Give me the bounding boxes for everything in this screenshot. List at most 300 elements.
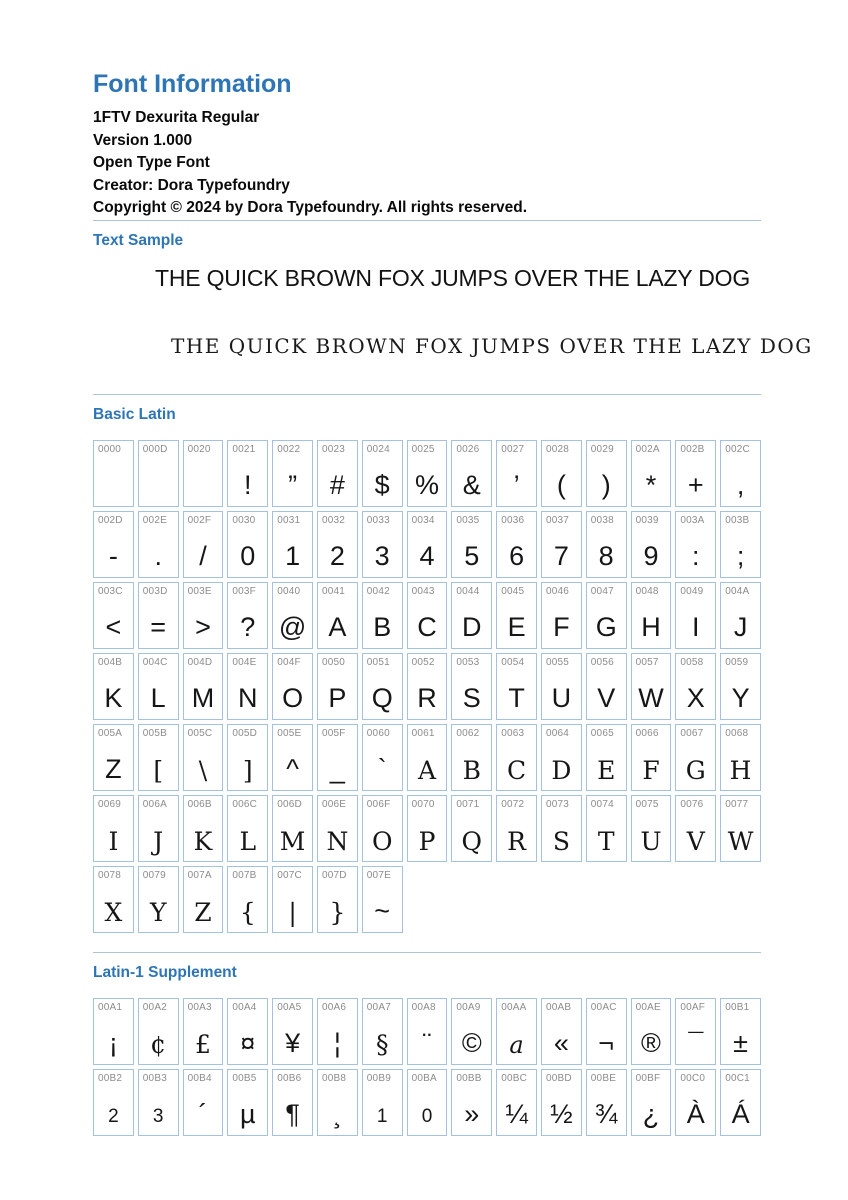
glyph-section bbox=[93, 394, 761, 933]
glyph-cell bbox=[496, 440, 537, 507]
codepoint-label: 004B bbox=[98, 656, 123, 668]
glyph: U bbox=[551, 682, 572, 713]
glyph-cell bbox=[138, 795, 179, 862]
glyph-cell bbox=[496, 724, 537, 791]
codepoint-label: 0027 bbox=[501, 443, 525, 455]
glyph-cell bbox=[675, 1069, 716, 1136]
codepoint-label: 0024 bbox=[366, 443, 390, 455]
glyph-cell bbox=[631, 724, 672, 791]
codepoint-label: 0030 bbox=[232, 514, 256, 526]
codepoint-label: 00BE bbox=[590, 1072, 617, 1084]
glyph: U bbox=[640, 826, 662, 856]
glyph: ^ bbox=[286, 753, 299, 784]
glyph-cell bbox=[183, 795, 224, 862]
codepoint-label: 0032 bbox=[321, 514, 346, 526]
codepoint-label: 00AF bbox=[680, 1001, 706, 1013]
codepoint-label: 000D bbox=[142, 443, 168, 455]
font-type: Open Type Font bbox=[93, 154, 210, 171]
codepoint-label: 0020 bbox=[187, 443, 211, 455]
glyph: X bbox=[686, 682, 705, 713]
glyph: S bbox=[552, 826, 570, 856]
codepoint-label: 00B3 bbox=[142, 1072, 167, 1084]
glyph: V bbox=[686, 826, 705, 856]
codepoint-label: 0033 bbox=[366, 514, 390, 526]
glyph: , bbox=[736, 469, 745, 500]
glyph: D bbox=[462, 611, 482, 642]
glyph-cell bbox=[362, 795, 403, 862]
glyph-cell bbox=[720, 582, 761, 649]
text-sample-custom-font: THE QUICK BROWN FOX JUMPS OVER THE LAZY DOG bbox=[171, 333, 813, 358]
glyph: ¼ bbox=[505, 1098, 528, 1129]
glyph-cell bbox=[138, 582, 179, 649]
glyph: E bbox=[597, 755, 616, 785]
glyph-cell bbox=[586, 511, 627, 578]
glyph: ~ bbox=[374, 895, 391, 926]
glyph: / bbox=[199, 540, 207, 571]
codepoint-label: 002D bbox=[98, 514, 123, 526]
codepoint-label: 00B2 bbox=[98, 1072, 123, 1084]
codepoint-label: 00B9 bbox=[366, 1072, 391, 1084]
glyph-cell bbox=[227, 998, 268, 1065]
codepoint-label: 0022 bbox=[277, 443, 301, 455]
glyph-cell bbox=[407, 440, 448, 507]
glyph: 6 bbox=[509, 540, 525, 571]
glyph: µ bbox=[240, 1098, 256, 1129]
glyph-cell bbox=[317, 1069, 358, 1136]
codepoint-label: 00A7 bbox=[366, 1001, 391, 1013]
glyph-cell bbox=[720, 511, 761, 578]
glyph-section bbox=[93, 952, 761, 1136]
codepoint-label: 006D bbox=[277, 798, 302, 810]
glyph-cell bbox=[451, 998, 492, 1065]
glyph: Y bbox=[149, 897, 167, 927]
glyph-cell bbox=[541, 1069, 582, 1136]
glyph-cell bbox=[407, 582, 448, 649]
codepoint-label: 00BC bbox=[501, 1072, 528, 1084]
glyph-cell bbox=[451, 653, 492, 720]
glyph: 3 bbox=[152, 1105, 164, 1127]
codepoint-label: 002C bbox=[725, 443, 750, 455]
glyph-cell bbox=[362, 653, 403, 720]
glyph-cell bbox=[586, 1069, 627, 1136]
codepoint-label: 007D bbox=[321, 869, 347, 881]
codepoint-label: 0034 bbox=[411, 514, 435, 526]
glyph-cell bbox=[138, 998, 179, 1065]
glyph: 0 bbox=[240, 540, 256, 571]
glyph: 7 bbox=[553, 540, 569, 571]
glyph: C bbox=[507, 755, 527, 785]
codepoint-label: 005C bbox=[187, 727, 213, 739]
glyph-cell bbox=[138, 653, 179, 720]
glyph-cell bbox=[272, 866, 313, 933]
glyph: © bbox=[461, 1027, 482, 1058]
codepoint-label: 0067 bbox=[680, 727, 704, 739]
codepoint-label: 0069 bbox=[98, 798, 122, 810]
codepoint-label: 0037 bbox=[545, 514, 570, 526]
codepoint-label: 0023 bbox=[321, 443, 346, 455]
codepoint-label: 004F bbox=[277, 656, 301, 668]
glyph-cell bbox=[183, 1069, 224, 1136]
section-heading: Latin-1 Supplement bbox=[93, 963, 237, 981]
glyph-cell bbox=[362, 998, 403, 1065]
codepoint-label: 0073 bbox=[545, 798, 570, 810]
glyph: J bbox=[153, 826, 164, 856]
codepoint-label: 0075 bbox=[635, 798, 659, 810]
glyph-cell bbox=[93, 724, 134, 791]
glyph-cell bbox=[183, 511, 224, 578]
glyph-cell bbox=[183, 582, 224, 649]
glyph: F bbox=[642, 755, 660, 785]
glyph: ¾ bbox=[594, 1098, 618, 1129]
codepoint-label: 00AA bbox=[501, 1001, 527, 1013]
codepoint-label: 002A bbox=[635, 443, 660, 455]
glyph-cell bbox=[138, 440, 179, 507]
glyph: ® bbox=[641, 1027, 661, 1058]
glyph: G bbox=[595, 611, 617, 642]
codepoint-label: 0057 bbox=[635, 656, 659, 668]
glyph-cell bbox=[631, 440, 672, 507]
codepoint-label: 0028 bbox=[545, 443, 570, 455]
codepoint-label: 0065 bbox=[590, 727, 614, 739]
codepoint-label: 005D bbox=[232, 727, 258, 739]
glyph-cell bbox=[227, 1069, 268, 1136]
glyph-cell bbox=[317, 795, 358, 862]
codepoint-label: 0078 bbox=[98, 869, 122, 881]
glyph-cell bbox=[93, 653, 134, 720]
glyph: @ bbox=[278, 611, 307, 642]
glyph-cell bbox=[675, 653, 716, 720]
codepoint-label: 00BF bbox=[635, 1072, 661, 1084]
codepoint-label: 003B bbox=[725, 514, 750, 526]
glyph-cell bbox=[541, 724, 582, 791]
glyph: 2 bbox=[329, 540, 345, 571]
glyph-cell bbox=[317, 511, 358, 578]
glyph-cell bbox=[631, 795, 672, 862]
glyph: A bbox=[328, 611, 347, 642]
glyph: R bbox=[507, 826, 526, 856]
glyph: - bbox=[108, 540, 118, 571]
glyph: . bbox=[154, 540, 162, 571]
glyph: ¡ bbox=[108, 1027, 118, 1058]
glyph: G bbox=[685, 755, 706, 785]
codepoint-label: 0054 bbox=[501, 656, 525, 668]
glyph-cell bbox=[586, 998, 627, 1065]
codepoint-label: 00BD bbox=[545, 1072, 572, 1084]
section-divider bbox=[93, 952, 761, 953]
glyph-cell bbox=[586, 440, 627, 507]
glyph-cell bbox=[93, 1069, 134, 1136]
glyph: N bbox=[326, 826, 349, 856]
glyph: ( bbox=[556, 469, 566, 500]
glyph: a bbox=[509, 1030, 524, 1059]
codepoint-label: 00A1 bbox=[98, 1001, 123, 1013]
glyph: » bbox=[464, 1098, 480, 1129]
glyph: ¥ bbox=[285, 1027, 301, 1058]
glyph: 8 bbox=[598, 540, 614, 571]
glyph: \ bbox=[198, 755, 208, 785]
glyph: $ bbox=[374, 469, 390, 500]
glyph-cell bbox=[227, 582, 268, 649]
glyph-cell bbox=[451, 511, 492, 578]
codepoint-label: 005E bbox=[277, 727, 302, 739]
glyph-cell bbox=[362, 511, 403, 578]
glyph: D bbox=[551, 755, 572, 785]
codepoint-label: 0043 bbox=[411, 585, 435, 597]
codepoint-label: 00BB bbox=[456, 1072, 482, 1084]
glyph: 0 bbox=[421, 1105, 433, 1127]
glyph-cell bbox=[407, 511, 448, 578]
glyph: 9 bbox=[643, 540, 659, 571]
text-sample-sans: THE QUICK BROWN FOX JUMPS OVER THE LAZY DOG bbox=[155, 264, 751, 291]
codepoint-label: 0025 bbox=[411, 443, 435, 455]
glyph-cell bbox=[93, 440, 134, 507]
font-name: 1FTV Dexurita Regular bbox=[93, 109, 260, 126]
codepoint-label: 002B bbox=[680, 443, 705, 455]
glyph-cell bbox=[317, 866, 358, 933]
glyph: ] bbox=[242, 755, 253, 785]
codepoint-label: 0046 bbox=[545, 585, 570, 597]
glyph: A bbox=[417, 755, 437, 785]
codepoint-label: 0076 bbox=[680, 798, 704, 810]
glyph-cell bbox=[586, 795, 627, 862]
glyph-cell bbox=[407, 724, 448, 791]
glyph-cell bbox=[541, 582, 582, 649]
section-divider bbox=[93, 394, 761, 395]
glyph-cell bbox=[227, 866, 268, 933]
glyph: E bbox=[507, 611, 526, 642]
codepoint-label: 0066 bbox=[635, 727, 659, 739]
glyph: 3 bbox=[374, 540, 390, 571]
glyph: % bbox=[414, 469, 439, 500]
codepoint-label: 00A5 bbox=[277, 1001, 302, 1013]
glyph-cell bbox=[675, 582, 716, 649]
glyph-cell bbox=[272, 724, 313, 791]
codepoint-label: 0058 bbox=[680, 656, 704, 668]
glyph: 4 bbox=[419, 540, 435, 571]
glyph-cell bbox=[272, 582, 313, 649]
codepoint-label: 0031 bbox=[277, 514, 301, 526]
glyph-cell bbox=[317, 582, 358, 649]
codepoint-label: 002F bbox=[187, 514, 212, 526]
text-sample-heading: Text Sample bbox=[93, 231, 184, 249]
glyph-cell bbox=[541, 998, 582, 1065]
section-heading: Basic Latin bbox=[93, 405, 176, 423]
codepoint-label: 0050 bbox=[321, 656, 346, 668]
glyph-cell bbox=[138, 1069, 179, 1136]
glyph-cell bbox=[227, 440, 268, 507]
font-meta-block bbox=[93, 107, 761, 220]
codepoint-label: 0052 bbox=[411, 656, 435, 668]
codepoint-label: 0077 bbox=[725, 798, 749, 810]
codepoint-label: 0074 bbox=[590, 798, 614, 810]
glyph: : bbox=[692, 540, 700, 571]
glyph: ¦ bbox=[333, 1027, 341, 1058]
glyph: J bbox=[733, 611, 748, 642]
codepoint-label: 0062 bbox=[456, 727, 480, 739]
glyph: B bbox=[373, 611, 392, 642]
codepoint-label: 0044 bbox=[456, 585, 480, 597]
glyph-cell bbox=[720, 1069, 761, 1136]
glyph: | bbox=[288, 897, 297, 927]
codepoint-label: 0035 bbox=[456, 514, 480, 526]
glyph: Q bbox=[461, 826, 483, 856]
codepoint-label: 005A bbox=[98, 727, 123, 739]
glyph: P bbox=[328, 682, 347, 713]
glyph: = bbox=[150, 611, 167, 642]
codepoint-label: 003A bbox=[680, 514, 705, 526]
glyph-cell bbox=[541, 795, 582, 862]
glyph-grid bbox=[93, 998, 761, 1136]
glyph: S bbox=[462, 682, 481, 713]
codepoint-label: 00A6 bbox=[321, 1001, 347, 1013]
codepoint-label: 006E bbox=[321, 798, 347, 810]
glyph-cell bbox=[272, 1069, 313, 1136]
glyph-cell bbox=[272, 653, 313, 720]
glyph: ` bbox=[377, 753, 387, 784]
glyph-cell bbox=[272, 795, 313, 862]
glyph: 1 bbox=[376, 1105, 388, 1127]
codepoint-label: 00A4 bbox=[232, 1001, 257, 1013]
glyph-cell bbox=[586, 724, 627, 791]
page-content bbox=[93, 0, 813, 1136]
section-divider bbox=[93, 220, 761, 221]
codepoint-label: 006F bbox=[366, 798, 391, 810]
glyph: Á bbox=[731, 1098, 750, 1129]
codepoint-label: 00B5 bbox=[232, 1072, 257, 1084]
codepoint-label: 00A3 bbox=[187, 1001, 212, 1013]
glyph-cell bbox=[93, 582, 134, 649]
glyph: H bbox=[641, 611, 661, 642]
page-title: Font Information bbox=[93, 70, 292, 98]
glyph-cell bbox=[138, 511, 179, 578]
glyph: B bbox=[462, 755, 481, 785]
glyph-cell bbox=[496, 582, 537, 649]
codepoint-label: 0055 bbox=[545, 656, 570, 668]
glyph: { bbox=[239, 897, 256, 927]
glyph-cell bbox=[631, 653, 672, 720]
codepoint-label: 0041 bbox=[321, 585, 346, 597]
glyph: ± bbox=[733, 1027, 748, 1058]
codepoint-label: 0061 bbox=[411, 727, 435, 739]
codepoint-label: 006C bbox=[232, 798, 258, 810]
codepoint-label: 0029 bbox=[590, 443, 614, 455]
codepoint-label: 0039 bbox=[635, 514, 659, 526]
glyph-cell bbox=[183, 998, 224, 1065]
codepoint-label: 0021 bbox=[232, 443, 256, 455]
glyph-cell bbox=[93, 795, 134, 862]
glyph: Z bbox=[194, 897, 212, 927]
glyph-cell bbox=[93, 866, 134, 933]
glyph-cell bbox=[541, 511, 582, 578]
glyph: ¶ bbox=[285, 1098, 300, 1129]
glyph: 2 bbox=[108, 1105, 119, 1127]
codepoint-label: 0042 bbox=[366, 585, 390, 597]
codepoint-label: 0051 bbox=[366, 656, 390, 668]
glyph: L bbox=[150, 682, 166, 713]
codepoint-label: 003D bbox=[142, 585, 168, 597]
glyph-cell bbox=[631, 582, 672, 649]
glyph: > bbox=[195, 611, 211, 642]
codepoint-label: 006B bbox=[187, 798, 212, 810]
glyph: Z bbox=[105, 753, 122, 784]
codepoint-label: 00BA bbox=[411, 1072, 437, 1084]
glyph: * bbox=[645, 469, 657, 500]
glyph-cell bbox=[631, 998, 672, 1065]
glyph: £ bbox=[195, 1029, 211, 1059]
codepoint-label: 007E bbox=[366, 869, 391, 881]
codepoint-label: 0040 bbox=[277, 585, 301, 597]
glyph: ¯ bbox=[688, 1027, 704, 1058]
glyph-cell bbox=[451, 582, 492, 649]
codepoint-label: 007C bbox=[277, 869, 302, 881]
font-creator: Creator: Dora Typefoundry bbox=[93, 176, 290, 194]
codepoint-label: 0000 bbox=[98, 443, 122, 455]
glyph: O bbox=[282, 682, 304, 713]
codepoint-label: 0053 bbox=[456, 656, 480, 668]
glyph: C bbox=[417, 611, 437, 642]
codepoint-label: 0049 bbox=[680, 585, 704, 597]
glyph-cell bbox=[183, 440, 224, 507]
glyph-cell bbox=[451, 440, 492, 507]
glyph: M bbox=[279, 826, 306, 856]
codepoint-label: 00AB bbox=[545, 1001, 572, 1013]
glyph: W bbox=[638, 682, 664, 713]
codepoint-label: 0063 bbox=[501, 727, 525, 739]
glyph-cell bbox=[272, 511, 313, 578]
codepoint-label: 0047 bbox=[590, 585, 614, 597]
glyph: _ bbox=[329, 753, 345, 784]
glyph: ” bbox=[288, 469, 298, 500]
codepoint-label: 0026 bbox=[456, 443, 480, 455]
glyph-cell bbox=[183, 866, 224, 933]
glyph: 1 bbox=[285, 540, 301, 571]
codepoint-label: 002E bbox=[142, 514, 167, 526]
codepoint-label: 00A8 bbox=[411, 1001, 436, 1013]
glyph: < bbox=[105, 611, 122, 642]
glyph-cell bbox=[93, 511, 134, 578]
codepoint-label: 00AC bbox=[590, 1001, 617, 1013]
glyph: ½ bbox=[550, 1098, 573, 1129]
codepoint-label: 0064 bbox=[545, 727, 570, 739]
glyph-cell bbox=[272, 440, 313, 507]
glyph-cell bbox=[362, 866, 403, 933]
glyph: « bbox=[553, 1027, 569, 1058]
glyph-cell bbox=[227, 653, 268, 720]
glyph: W bbox=[727, 826, 754, 856]
glyph-cell bbox=[317, 724, 358, 791]
codepoint-label: 005B bbox=[142, 727, 167, 739]
codepoint-label: 006A bbox=[142, 798, 167, 810]
codepoint-label: 0072 bbox=[501, 798, 525, 810]
glyph: ¤ bbox=[240, 1027, 256, 1058]
glyph-cell bbox=[138, 724, 179, 791]
codepoint-label: 00B1 bbox=[725, 1001, 750, 1013]
codepoint-label: 0068 bbox=[725, 727, 749, 739]
glyph-cell bbox=[496, 1069, 537, 1136]
codepoint-label: 0048 bbox=[635, 585, 659, 597]
font-copyright: Copyright © 2024 by Dora Typefoundry. All rights reserved. bbox=[93, 199, 528, 216]
glyph-cell bbox=[183, 724, 224, 791]
glyph-cell bbox=[720, 653, 761, 720]
glyph: M bbox=[191, 682, 215, 713]
glyph: F bbox=[553, 611, 570, 642]
codepoint-label: 004C bbox=[142, 656, 168, 668]
codepoint-label: 00C0 bbox=[680, 1072, 706, 1084]
glyph-cell bbox=[317, 440, 358, 507]
codepoint-label: 0079 bbox=[142, 869, 166, 881]
glyph-cell bbox=[317, 998, 358, 1065]
glyph: # bbox=[329, 469, 345, 500]
